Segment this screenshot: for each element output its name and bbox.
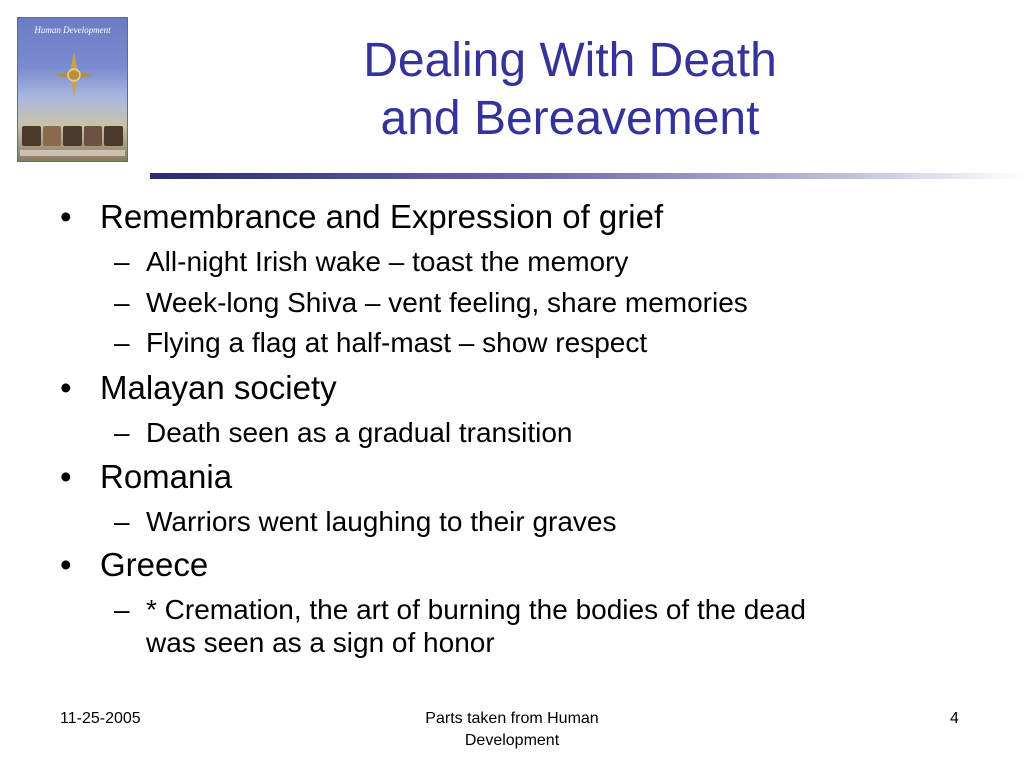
- slide-title-line-2: and Bereavement: [380, 92, 760, 145]
- dash-glyph: –: [114, 506, 130, 537]
- sub-bullet-text: Flying a flag at half-mast – show respect: [146, 327, 648, 358]
- dash-glyph: –: [114, 287, 130, 318]
- dash-glyph: –: [114, 417, 130, 448]
- bullet-glyph: •: [60, 546, 72, 583]
- sub-bullet-text: Warriors went laughing to their graves: [146, 506, 617, 537]
- sub-bullet-item: [114, 286, 748, 319]
- bullet-text: Romania: [100, 458, 233, 495]
- book-cover-photos: [22, 126, 123, 146]
- sub-bullet-item: [114, 593, 806, 626]
- dash-glyph: –: [114, 246, 130, 277]
- slide-title: [200, 32, 940, 148]
- page-number: 4: [950, 710, 959, 727]
- footer-source-line-2: Development: [464, 732, 560, 749]
- book-cover-authors: [20, 150, 125, 156]
- sub-bullet-continuation: [146, 626, 495, 659]
- sub-bullet-item: [114, 416, 573, 449]
- bullet-item: [60, 458, 233, 496]
- sub-bullet-item: [114, 245, 629, 278]
- sub-bullet-text: All-night Irish wake – toast the memory: [146, 246, 629, 277]
- sub-bullet-text-line-1: * Cremation, the art of burning the bodies of the dead: [146, 594, 806, 625]
- title-underline-rule: [150, 173, 1024, 179]
- sub-bullet-text-line-2: was seen as a sign of honor: [146, 627, 495, 658]
- sub-bullet-text: Week-long Shiva – vent feeling, share memories: [146, 287, 748, 318]
- sub-bullet-item: [114, 326, 648, 359]
- bullet-text: Malayan society: [100, 369, 337, 406]
- footer-source-line-1: Parts taken from Human: [425, 710, 599, 727]
- bullet-text: Greece: [100, 546, 209, 583]
- footer-date: 11-25-2005: [60, 710, 141, 727]
- bullet-glyph: •: [60, 369, 72, 406]
- bullet-glyph: •: [60, 198, 72, 235]
- dash-glyph: –: [114, 594, 130, 625]
- dash-glyph: –: [114, 327, 130, 358]
- book-cover-title: Human Development: [34, 25, 111, 35]
- bullet-item: [60, 546, 209, 584]
- bullet-item: [60, 369, 337, 407]
- book-cover-image: [17, 17, 128, 162]
- bullet-text: Remembrance and Expression of grief: [100, 198, 664, 235]
- compass-rose-icon: [54, 52, 94, 98]
- bullet-glyph: •: [60, 458, 72, 495]
- footer-source: [380, 708, 644, 752]
- sub-bullet-item: [114, 505, 617, 538]
- sub-bullet-text: Death seen as a gradual transition: [146, 417, 573, 448]
- slide-title-line-1: Dealing With Death: [363, 34, 777, 87]
- bullet-item: [60, 198, 664, 236]
